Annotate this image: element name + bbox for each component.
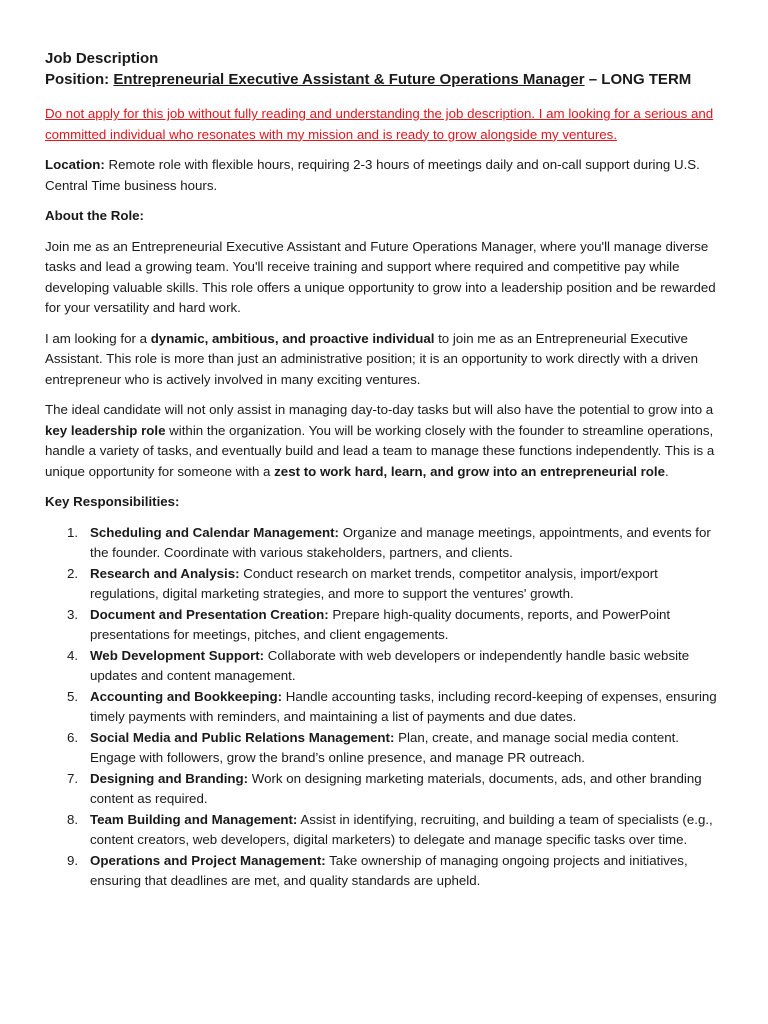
list-item-title: Operations and Project Management: bbox=[90, 852, 326, 868]
list-item-number: 6. bbox=[67, 729, 79, 745]
about-p2-text-end: to join me as an Entrepreneurial Executive Assistant. This role is more than just an administrative position; it is an opportunity to work directly with a driven entrepreneur who is actively involved in many exciting ventures. bbox=[45, 330, 699, 387]
position-suffix: – LONG TERM bbox=[588, 71, 692, 88]
about-p3-text-start: The ideal candidate will not only assist in managing day-to-day tasks but will also have the potential to grow into a bbox=[45, 402, 714, 417]
list-item-text: Prepare high-quality documents, reports, and PowerPoint presentations for meetings, pitches, and client engagements. bbox=[90, 606, 671, 642]
list-item-title: Document and Presentation Creation: bbox=[90, 606, 329, 622]
list-item-title: Social Media and Public Relations Management: bbox=[90, 729, 395, 745]
list-item-number: 9. bbox=[67, 852, 79, 868]
about-heading: About the Role: bbox=[45, 208, 144, 223]
about-p2-emphasis: dynamic, ambitious, and proactive individual bbox=[150, 330, 435, 346]
list-item-text: Assist in identifying, recruiting, and building a team of specialists (e.g., content creators, web developers, digital marketers) to delegate and manage specific tasks over time. bbox=[90, 811, 713, 847]
list-item-title: Web Development Support: bbox=[90, 647, 265, 663]
about-p3-emphasis-1: key leadership role bbox=[45, 422, 166, 438]
about-p3-text-middle: within the organization. You will be working closely with the founder to streamline operations, handle a variety of tasks, and eventually build and lead a team to manage these functions independently. This is a unique opportunity for someone with a bbox=[45, 422, 715, 479]
list-item-number: 1. bbox=[67, 524, 79, 540]
location-label: Location: bbox=[45, 157, 105, 172]
document-header bbox=[45, 48, 724, 90]
list-item-number: 7. bbox=[67, 770, 79, 786]
list-item-title: Designing and Branding: bbox=[90, 770, 249, 786]
responsibilities-list bbox=[45, 523, 724, 892]
list-item-title: Team Building and Management: bbox=[90, 811, 298, 827]
list-item-text: Conduct research on market trends, competitor analysis, import/export regulations, digital marketing strategies, and more to support the ventures' growth. bbox=[90, 565, 658, 601]
list-item-text: Handle accounting tasks, including record-keeping of expenses, ensuring timely payments with reminders, and maintaining a list of payments and due dates. bbox=[90, 688, 717, 724]
about-paragraph-1: Join me as an Entrepreneurial Executive Assistant and Future Operations Manager, where you'll manage diverse tasks and lead a growing team. You'll receive training and support where required and competitive pay while developing valuable skills. This role offers a unique opportunity to grow into a leadership position and be rewarded for your versatility and hard work. bbox=[45, 238, 716, 315]
location-paragraph bbox=[45, 155, 724, 196]
list-item-text: Work on designing marketing materials, documents, ads, and other branding content as required. bbox=[90, 770, 702, 806]
list-item bbox=[45, 851, 724, 892]
list-item-title: Accounting and Bookkeeping: bbox=[90, 688, 283, 704]
list-item-text: Collaborate with web developers or independently handle basic website updates and content management. bbox=[90, 647, 690, 683]
about-paragraph-2 bbox=[45, 329, 724, 391]
about-p3-emphasis-2: zest to work hard, learn, and grow into an entrepreneurial role bbox=[274, 463, 666, 479]
list-item-number: 2. bbox=[67, 565, 79, 581]
list-item-number: 8. bbox=[67, 811, 79, 827]
list-item bbox=[45, 646, 724, 687]
about-p3-text-end: . bbox=[665, 463, 669, 479]
list-item bbox=[45, 564, 724, 605]
about-paragraph-3 bbox=[45, 400, 724, 482]
list-item-title: Scheduling and Calendar Management: bbox=[90, 524, 339, 540]
responsibilities-heading: Key Responsibilities: bbox=[45, 494, 180, 509]
list-item bbox=[45, 687, 724, 728]
list-item-number: 5. bbox=[67, 688, 79, 704]
position-line bbox=[45, 69, 724, 90]
list-item-text: Organize and manage meetings, appointments, and events for the founder. Coordinate with various stakeholders, partners, and clients. bbox=[90, 524, 711, 560]
location-text: Remote role with flexible hours, requiring 2-3 hours of meetings daily and on-call support during U.S. Central Time business hours. bbox=[45, 157, 700, 193]
list-item-title: Research and Analysis: bbox=[90, 565, 240, 581]
list-item-number: 3. bbox=[67, 606, 79, 622]
list-item-text: Plan, create, and manage social media content. Engage with followers, grow the brand’s online presence, and manage PR outreach. bbox=[90, 729, 679, 765]
position-title: Entrepreneurial Executive Assistant & Future Operations Manager bbox=[113, 71, 585, 88]
list-item bbox=[45, 728, 724, 769]
list-item bbox=[45, 523, 724, 564]
list-item bbox=[45, 605, 724, 646]
warning-notice: Do not apply for this job without fully reading and understanding the job description. I am looking for a serious and committed individual who resonates with my mission and is ready to grow alongside my ventures. bbox=[45, 106, 714, 142]
document-title: Job Description bbox=[45, 50, 159, 67]
list-item bbox=[45, 810, 724, 851]
list-item-text: Take ownership of managing ongoing projects and initiatives, ensuring that deadlines are met, and quality standards are upheld. bbox=[90, 852, 688, 888]
list-item-number: 4. bbox=[67, 647, 79, 663]
list-item bbox=[45, 769, 724, 810]
position-label: Position: bbox=[45, 71, 110, 88]
about-p2-text-start: I am looking for a bbox=[45, 330, 151, 346]
